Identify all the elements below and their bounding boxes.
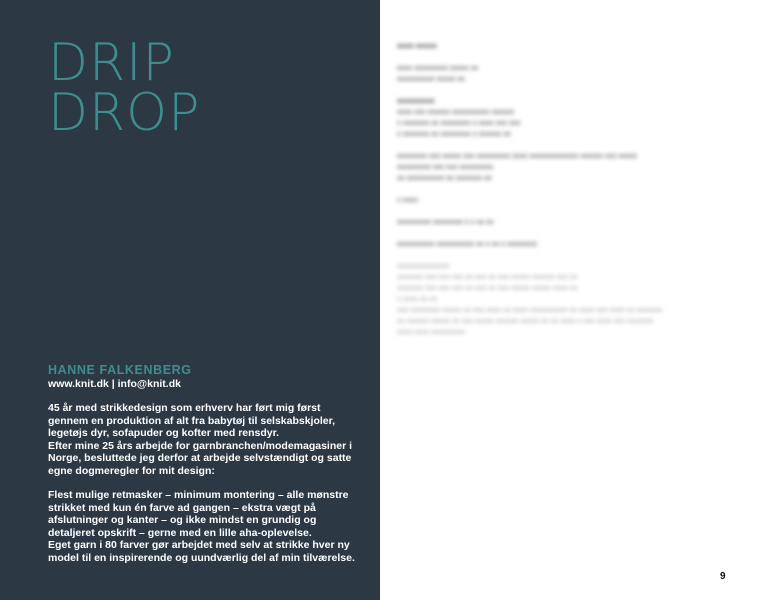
bio-line: egne dogmeregler for mit design:: [48, 464, 215, 477]
bio-line: Norge, besluttede jeg derfor at arbejde selvstændigt og satte: [48, 452, 352, 464]
bio-paragraph-1: [48, 402, 368, 477]
author-contact: www.knit.dk | info@knit.dk: [48, 378, 181, 390]
bio-line: Efter mine 25 års arbejde for garnbranchen/modemagasiner i: [48, 439, 353, 452]
title-line-2: DROP: [48, 83, 201, 143]
page-number: 9: [720, 571, 726, 582]
bio-line: gennem en produktion af alt fra babytøj til selskabskjoler,: [48, 414, 336, 427]
title-line-1: DRIP: [48, 33, 175, 93]
author-name: HANNE FALKENBERG: [48, 363, 192, 377]
right-panel: [380, 0, 771, 600]
author-bio: [48, 402, 368, 564]
blurred-pattern-text: xxxx xxxxx xxxx xxxxxxxxx xxxxx xx xxxxxxxxxx xxxxx xx xxxxxxxxx xxxx xxx xxxxxx xxxxxxxxxx xxxxxx x xxxxxxx xx xxxxxxxx x xxxx xxx xxx x xxxxxxx xx xxxxxxxx x xxxxxx xx xxxxxxxx xxx xxxxx xxx xxxxxxxxx xxxx xxxxxxxxxxxxx xxxxxx xxx xxxxx xxxxxxxxx xxx xxx xxxxxxxxx xx xxxxxxxxxx xx xxxxxxx xx x xxxx xxxxxxxxx xxxxxxxx x x xx xx xxxxxxxxxx xxxxxxxxxx xx x xx x xxxxxxxx xxxxxxxxxxxxxx xxxxxxx xxx xxx xxx xx xxx xx xxx xxxxx xxxxxx xxx xx xxxxxxx xxx xxx xxx xx xxx xx xxx xxxxx xxxxx xxxx xx x xxxx xx xx xxx xxxxxxxx xxxxx xx xxx xxxx xx xxxx xxxxxxxxxx xx xxxx xxx xxxx xx xxxxxxx xx xxxxxx xxxxx xx xxx xxxxx xxxxxx xxxxx xx xx xxxx x xxx xxxx xxx xxxxxxx xxxx xxxx xxxxxxxxx: [397, 41, 663, 336]
left-panel: [0, 0, 380, 600]
author-block: [48, 363, 368, 576]
bio-line: legetøjs dyr, sofapuder og kofter med rensdyr.: [48, 427, 280, 439]
bio-line: 45 år med strikkedesign som erhverv har ført mig først: [48, 402, 321, 414]
bio-line: Eget garn i 80 farver gør arbejdet med selv at strikke hver ny: [48, 539, 350, 551]
bio-paragraph-2: [48, 489, 368, 564]
bio-line: Flest mulige retmasker – minimum montering – alle mønstre: [48, 489, 349, 501]
bio-line: afslutninger og kanter – og ikke mindst en grundig og: [48, 514, 317, 526]
pattern-title: [48, 33, 201, 143]
bio-line: detaljeret opskrift – gerne med en lille aha-oplevelse.: [48, 526, 312, 539]
bio-line: model til en inspirerende og uundværlig del af min tilværelse.: [48, 551, 355, 564]
bio-line: strikket med kun én farve ad gangen – ekstra vægt på: [48, 501, 316, 514]
